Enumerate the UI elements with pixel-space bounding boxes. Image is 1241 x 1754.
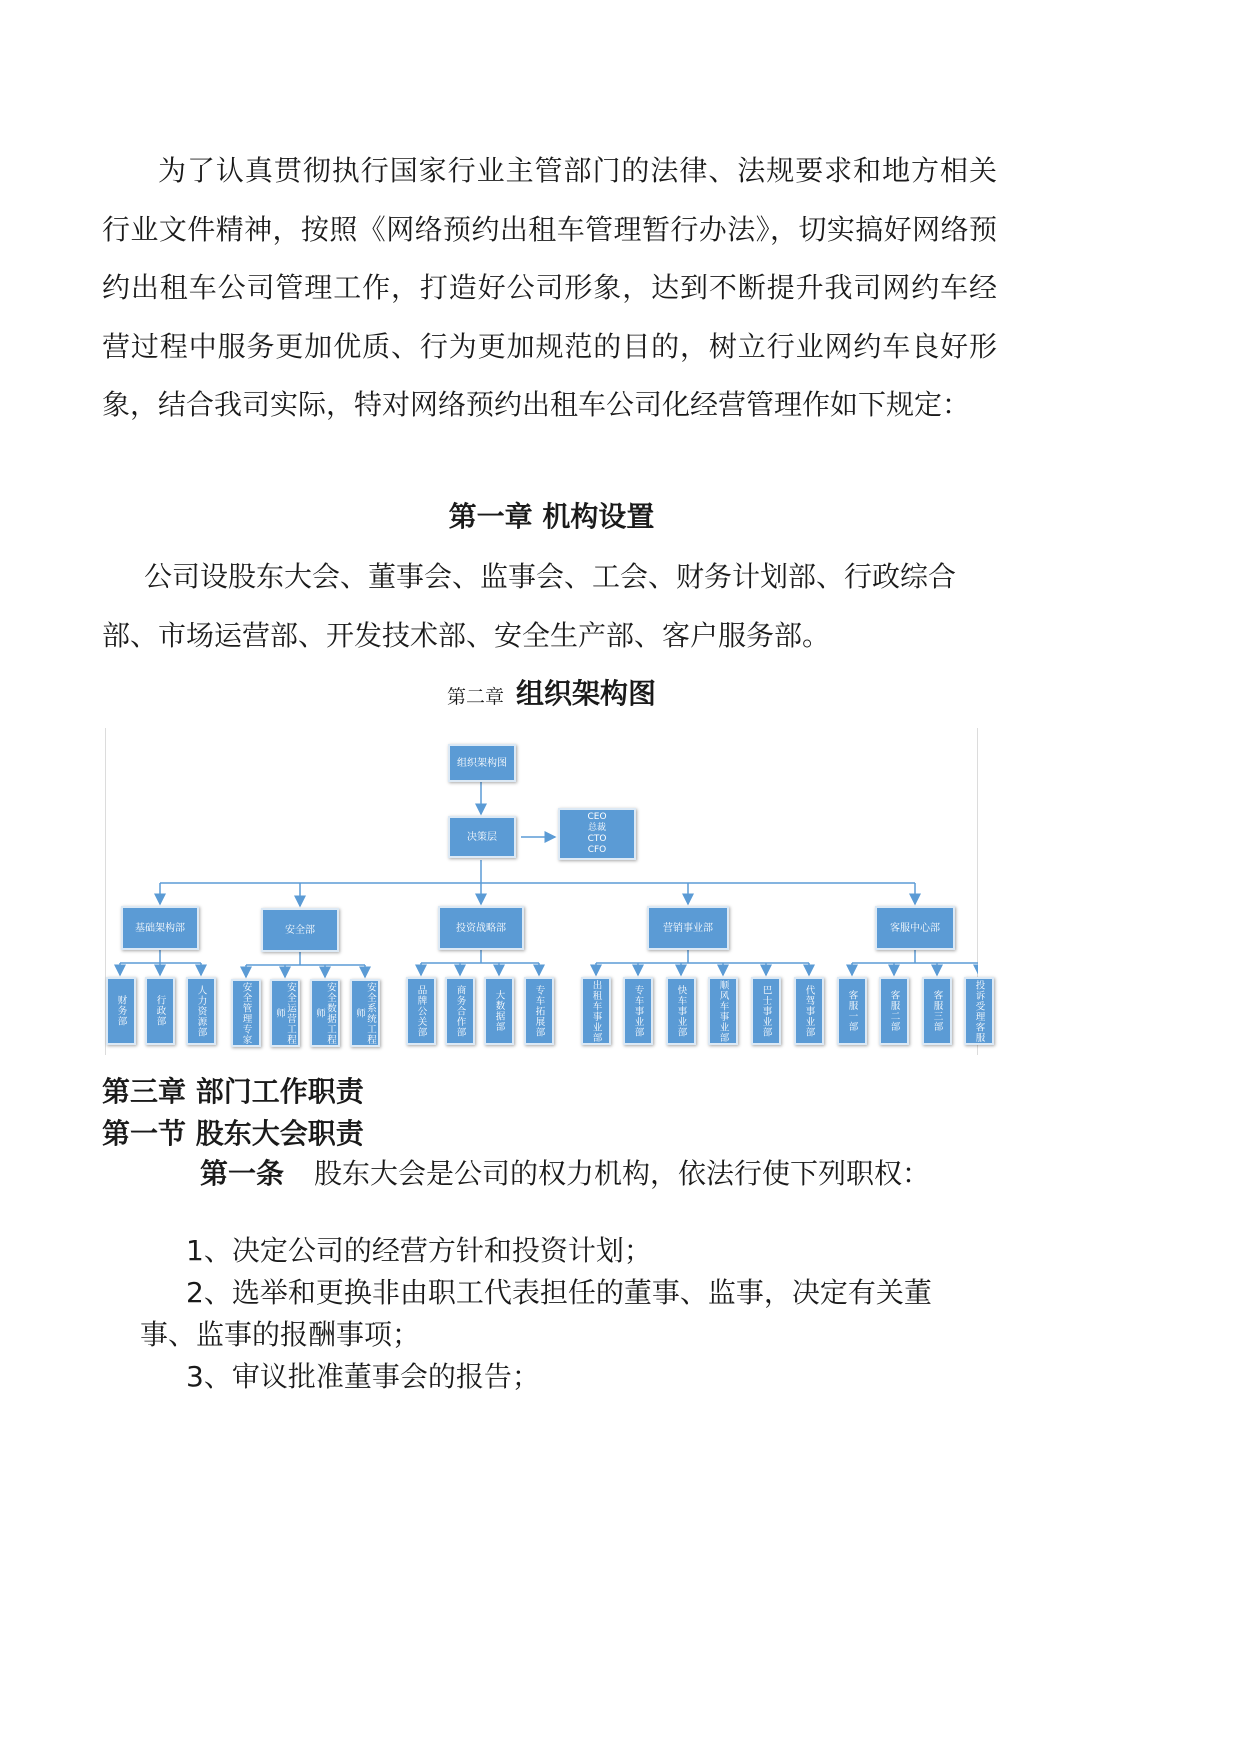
exec-cto: CTO xyxy=(587,834,607,844)
chapter-2-heading: 组织架构图 xyxy=(516,677,657,710)
exec-president: 总裁 xyxy=(587,823,606,833)
article-1-text: 股东大会是公司的权力机构，依法行使下列职权： xyxy=(314,1157,931,1190)
sub-dept-box: 安全系统工程师 xyxy=(350,979,380,1047)
article-1 xyxy=(200,1152,930,1192)
article-1-label: 第一条 xyxy=(200,1157,285,1190)
dept-box: 客服中心部 xyxy=(875,906,955,950)
exec-cfo: CFO xyxy=(587,845,607,855)
sub-dept-box: 客服一部 xyxy=(837,977,867,1045)
list-item: 3、审议批准董事会的报告； xyxy=(186,1360,540,1393)
sub-dept-box: 安全运营工程师 xyxy=(270,979,300,1047)
sub-dept-box: 客服三部 xyxy=(922,977,952,1045)
dept-box: 基础架构部 xyxy=(121,906,199,950)
org-chart xyxy=(105,728,985,1055)
chapter-3-title: 第三章 部门工作职责 xyxy=(102,1075,364,1108)
executive-box xyxy=(558,808,636,860)
section-1-title: 第一节 股东大会职责 xyxy=(102,1117,364,1150)
sub-dept-box: 商务合作部 xyxy=(445,977,475,1045)
sub-dept-box: 客服二部 xyxy=(879,977,909,1045)
intro-paragraph: 为了认真贯彻执行国家行业主管部门的法律、法规要求和地方相关行业文件精神，按照《网络预约出租车管理暂行办法》，切实搞好网络预约出租车公司管理工作，打造好公司形象，达到不断提升我司网约车经营过程中服务更加优质、行为更加规范的目的，树立行业网约车良好形象，结合我司实际，特对网络预约出租车公司化经营管理作如下规定： xyxy=(102,154,997,421)
list-item: 2、选举和更换非由职工代表担任的董事、监事，决定有关董事、监事的报酬事项； xyxy=(140,1276,932,1351)
sub-dept-box: 安全数据工程师 xyxy=(310,979,340,1047)
exec-ceo: CEO xyxy=(587,812,607,822)
sub-dept-box: 顺风车事业部 xyxy=(708,977,738,1045)
dept-box: 安全部 xyxy=(261,908,339,952)
list-item: 1、决定公司的经营方针和投资计划； xyxy=(186,1234,652,1267)
chapter-1-body: 公司设股东大会、董事会、监事会、工会、财务计划部、行政综合部、市场运营部、开发技术部、安全生产部、客户服务部。 xyxy=(102,560,957,652)
powers-list xyxy=(140,1230,980,1398)
sub-dept-box: 安全管理专家 xyxy=(231,979,261,1047)
chapter-2-title xyxy=(0,672,1103,712)
org-root-box: 组织架构图 xyxy=(448,744,516,782)
sub-dept-box: 代驾事业部 xyxy=(794,977,824,1045)
sub-dept-box: 品牌公关部 xyxy=(406,977,436,1045)
chapter-2-prefix: 第二章 xyxy=(446,686,504,708)
sub-dept-box: 大数据部 xyxy=(484,977,514,1045)
sub-dept-box: 专车拓展部 xyxy=(524,977,554,1045)
sub-dept-box: 人力资源部 xyxy=(186,977,216,1045)
dept-box: 投资战略部 xyxy=(438,906,524,950)
sub-dept-box: 投诉受理客服 xyxy=(964,977,994,1045)
sub-dept-box: 专车事业部 xyxy=(623,977,653,1045)
sub-dept-box: 巴士事业部 xyxy=(751,977,781,1045)
sub-dept-box: 行政部 xyxy=(145,977,175,1045)
dept-box: 营销事业部 xyxy=(647,906,729,950)
sub-dept-box: 快车事业部 xyxy=(666,977,696,1045)
chapter-1-title: 第一章 机构设置 xyxy=(448,500,655,533)
sub-dept-box: 出租车事业部 xyxy=(581,977,611,1045)
sub-dept-box: 财务部 xyxy=(106,977,136,1045)
decision-layer-box: 决策层 xyxy=(448,816,516,858)
